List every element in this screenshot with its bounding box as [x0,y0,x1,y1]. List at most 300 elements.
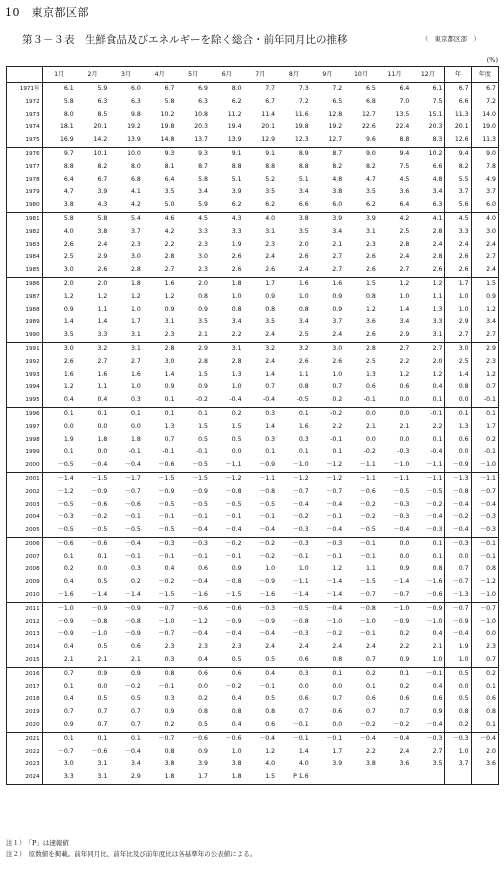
value-cell: 0.1 [131,409,141,417]
value-cell: －0.4 [259,734,276,742]
value-cell: －0.3 [393,500,410,508]
table-row [7,641,499,654]
year-cell: 2019 [7,706,43,719]
value-cell: －0.4 [191,578,208,586]
column-header: 1月 [42,67,76,83]
value-cell: 1.6 [164,279,175,287]
value-cell: 0.1 [399,669,410,677]
year-cell: 1991 [7,342,43,355]
year-cell: 1982 [7,226,43,239]
value-cell: －1.2 [471,576,498,589]
table-row [7,486,499,499]
value-cell: 8.8 [231,162,242,170]
table-row [7,369,499,382]
value-cell: 8.0 [63,110,74,118]
value-cell: －0.4 [292,500,309,508]
value-cell: 3.7 [131,227,141,235]
value-cell: 2.1 [332,240,343,248]
value-cell: 1.9 [231,240,242,248]
value-cell: 6.3 [97,97,108,105]
value-cell: －1.4 [277,589,311,602]
value-cell: －0.4 [124,539,141,547]
value-cell: 3.1 [97,760,108,768]
value-cell: 3.5 [298,227,309,235]
value-cell: 0.9 [198,747,208,755]
value-cell: 2.1 [109,654,143,667]
value-cell: 1.1 [298,370,309,378]
table-row [7,511,499,524]
value-cell: 0.1 [63,552,74,560]
value-cell: -0.1 [195,448,208,456]
value-cell: 16.9 [42,134,76,147]
value-cell: －1.0 [411,616,445,629]
value-cell: －1.1 [344,459,378,472]
value-cell: 12.7 [362,110,376,118]
value-cell: 0.1 [63,734,74,742]
value-cell: －0.2 [292,513,309,521]
value-cell: －1.6 [411,576,445,589]
value-cell: 0.4 [411,381,445,394]
value-cell: 0.6 [131,643,141,651]
value-cell: 2.4 [265,357,276,365]
value-cell: 0.6 [399,383,410,391]
value-cell: －1.3 [445,589,471,602]
value-cell: －0.4 [411,719,445,732]
value-cell: 7.2 [298,97,309,105]
value-cell: 0.3 [298,669,309,677]
value-cell: －0.6 [57,539,74,547]
value-cell: 0.2 [231,409,242,417]
value-cell: 3.1 [265,227,276,235]
value-cell: 2.4 [311,329,345,342]
value-cell: 0.9 [265,292,276,300]
table-row [7,746,499,759]
value-cell: －0.4 [411,511,445,524]
value-cell: 3.9 [332,760,343,768]
value-cell: 0.3 [265,435,276,443]
value-cell: 1.0 [298,292,309,300]
value-cell: －0.4 [259,630,276,638]
value-cell: 3.4 [471,316,498,329]
value-cell: 2.0 [97,279,108,287]
year-cell: 1987 [7,291,43,304]
table-row [7,602,499,615]
section-label: 10 東京都区部 [5,6,89,19]
table-row [7,199,499,212]
value-cell: 0.3 [265,409,276,417]
value-cell: 6.7 [97,175,108,183]
value-cell: 0.6 [411,693,445,706]
value-cell: 1.2 [365,305,376,313]
value-cell: 6.4 [378,199,412,212]
table-row [7,446,499,459]
value-cell: －0.1 [326,552,343,560]
table-row [7,693,499,706]
value-cell: 1.6 [131,370,141,378]
value-cell: 0.0 [445,551,471,564]
value-cell: 2.6 [365,253,376,261]
value-cell: 13.9 [210,134,244,147]
value-cell: 9.3 [164,149,175,157]
value-cell: 2.3 [164,643,175,651]
value-cell: 0.9 [471,291,498,304]
value-cell: －0.4 [326,604,343,612]
value-cell: 0.6 [244,719,278,732]
year-cell: 1989 [7,316,43,329]
value-cell: 3.7 [332,318,343,326]
value-cell: 12.8 [328,110,343,118]
value-cell: 2.3 [198,643,208,651]
value-cell: 0.7 [63,708,74,716]
value-cell: 0.1 [365,682,376,690]
value-cell: －0.3 [259,604,276,612]
value-cell: 10.1 [93,149,108,157]
column-header: 4月 [143,67,177,83]
value-cell: 0.3 [164,695,175,703]
value-cell: －0.5 [57,500,74,508]
value-cell: 0.8 [411,563,445,576]
value-cell: 0.1 [97,734,108,742]
value-cell: 1.7 [265,279,276,287]
value-cell: 3.5 [42,329,76,342]
year-cell: 2008 [7,563,43,576]
value-cell: 1.7 [176,771,210,784]
value-cell: 2.6 [445,264,471,277]
year-cell: 2003 [7,499,43,512]
value-cell: 2.1 [42,654,76,667]
year-cell: 2023 [7,758,43,771]
value-cell: 2.4 [298,643,309,651]
value-cell: －0.3 [445,537,471,550]
value-cell: 0.9 [198,383,208,391]
value-cell: 8.1 [164,162,175,170]
value-cell: 5.2 [265,175,276,183]
value-cell: 2.9 [378,329,412,342]
column-header: 2月 [76,67,110,83]
value-cell: 0.5 [445,667,471,680]
value-cell: 12.7 [311,134,345,147]
value-cell: 3.1 [231,344,242,352]
value-cell: -0.5 [277,394,311,407]
value-cell: 7.2 [332,85,343,92]
value-cell: 2.3 [198,240,208,248]
value-cell: 4.1 [131,188,141,196]
value-cell: 0.0 [131,422,141,430]
value-cell: －0.1 [326,734,343,742]
year-cell: 2021 [7,732,43,745]
value-cell: －0.5 [143,524,177,537]
table-row [7,329,499,342]
value-cell: 2.2 [365,747,376,755]
column-header: 年度 [471,67,498,83]
value-cell: －0.1 [191,552,208,560]
value-cell: －1.5 [210,589,244,602]
value-cell: 5.8 [63,97,74,105]
value-cell: 2.0 [471,746,498,759]
value-cell: 8.2 [365,162,376,170]
value-cell: 1.2 [411,369,445,382]
value-cell: 0.3 [131,565,141,573]
value-cell: 3.0 [42,264,76,277]
value-cell: －0.4 [378,524,412,537]
value-cell: －0.4 [445,524,471,537]
value-cell: 8.8 [63,162,74,170]
value-cell: －1.2 [311,459,345,472]
value-cell: －0.9 [57,617,74,625]
year-cell: 1990 [7,329,43,342]
value-cell: －0.5 [411,486,445,499]
value-cell: －0.6 [225,734,242,742]
value-cell: －0.6 [411,589,445,602]
value-cell: 4.5 [399,175,410,183]
value-cell: 0.2 [399,682,410,690]
value-cell: －1.6 [244,589,278,602]
value-cell: 7.7 [265,85,276,92]
value-cell: 6.7 [265,97,276,105]
value-cell: 20.1 [261,123,276,131]
year-cell: 1981 [7,212,43,225]
value-cell: 0.0 [399,435,410,443]
value-cell: －0.8 [292,617,309,625]
value-cell: 3.2 [97,344,108,352]
value-cell: 2.6 [244,264,278,277]
value-cell: 0.6 [332,708,343,716]
value-cell: －0.1 [471,551,498,564]
value-cell: 0.5 [198,435,208,443]
table-header [7,67,499,83]
value-cell [445,771,471,784]
value-cell: 3.1 [164,318,175,326]
value-cell: 3.0 [445,342,471,355]
value-cell: 2.3 [365,240,376,248]
column-header: 3月 [109,67,143,83]
value-cell: －1.0 [471,616,498,629]
value-cell: 0.0 [399,552,410,560]
value-cell: 1.4 [399,305,410,313]
year-cell: 2007 [7,551,43,564]
value-cell: 2.3 [231,643,242,651]
unit-label: (%) [486,56,498,64]
value-cell: 3.4 [298,188,309,196]
value-cell: 1.2 [332,565,343,573]
table-row [7,134,499,147]
value-cell: 10.0 [127,149,141,157]
value-cell: 0.0 [471,628,498,641]
value-cell: 6.0 [471,199,498,212]
value-cell: 2.8 [365,344,376,352]
value-cell: 3.5 [365,188,376,196]
value-cell: 0.8 [445,706,471,719]
value-cell: －0.2 [259,552,276,560]
value-cell: 2.1 [76,654,110,667]
value-cell: 3.4 [298,318,309,326]
value-cell: －0.9 [124,630,141,638]
value-cell: 2.7 [445,329,471,342]
value-cell: 8.2 [332,162,343,170]
value-cell: 5.8 [63,214,74,222]
value-cell: 13.9 [109,134,143,147]
year-cell: 2020 [7,719,43,732]
value-cell: 0.8 [231,305,242,313]
value-cell: －1.6 [176,589,210,602]
value-cell: 2.7 [131,357,141,365]
value-cell: 1.0 [445,654,471,667]
value-cell: －0.9 [91,604,108,612]
value-cell: 0.0 [231,448,242,456]
value-cell: 3.5 [265,318,276,326]
value-cell: －0.3 [393,513,410,521]
value-cell: 3.6 [399,188,410,196]
value-cell: 8.0 [131,162,141,170]
column-header: 11月 [378,67,412,83]
value-cell: －1.2 [191,617,208,625]
value-cell: 0.9 [411,706,445,719]
value-cell: 19.0 [471,121,498,134]
value-cell: －0.4 [76,459,110,472]
value-cell: －0.7 [471,486,498,499]
value-cell: 0.5 [210,654,244,667]
value-cell: 3.8 [298,214,309,222]
value-cell: 2.1 [399,422,410,430]
value-cell: 1.5 [244,771,278,784]
value-cell: 1.3 [411,304,445,317]
value-cell: 0.1 [63,682,74,690]
column-header: 8月 [277,67,311,83]
table-row [7,109,499,122]
value-cell: 0.0 [365,435,376,443]
value-cell: 13.5 [395,110,410,118]
value-cell: －1.0 [326,617,343,625]
value-cell: 3.7 [445,758,471,771]
value-cell: 2.4 [244,329,278,342]
value-cell: -0.2 [176,394,210,407]
note-1: 注１） 「P」は速報値 [6,839,69,847]
value-cell: －0.8 [225,487,242,495]
value-cell: －0.9 [445,616,471,629]
value-cell: 6.3 [198,97,208,105]
value-cell: 1.4 [63,318,74,326]
year-cell: 2011 [7,602,43,615]
value-cell: 4.6 [164,214,175,222]
value-cell: 0.0 [445,446,471,459]
value-cell: 6.1 [63,85,74,92]
value-cell: －0.5 [225,500,242,508]
value-cell: 2.6 [344,329,378,342]
year-cell: 2022 [7,746,43,759]
value-cell: －0.6 [91,747,108,755]
value-cell: 11.2 [227,110,242,118]
table-row [7,342,499,355]
value-cell: －1.4 [311,589,345,602]
value-cell: 2.8 [399,240,410,248]
table-row [7,212,499,225]
value-cell: 8.8 [378,134,412,147]
value-cell: －1.0 [359,617,376,625]
value-cell: －0.7 [445,602,471,615]
year-cell: 1983 [7,239,43,252]
value-cell: 6.8 [131,175,141,183]
value-cell: －1.1 [210,459,244,472]
table-row [7,628,499,641]
value-cell: 0.0 [298,682,309,690]
value-cell: 0.1 [411,551,445,564]
year-cell: 1978 [7,174,43,187]
value-cell: －1.4 [109,589,143,602]
value-cell: －0.1 [124,513,141,521]
value-cell: 3.4 [131,760,141,768]
value-cell: 3.7 [471,186,498,199]
value-cell: 0.3 [298,435,309,443]
value-cell: －0.3 [326,539,343,547]
value-cell: 6.7 [445,83,471,96]
value-cell: －0.4 [393,734,410,742]
value-cell: 8.2 [97,162,108,170]
value-cell: 1.8 [97,435,108,443]
value-cell: －0.8 [259,487,276,495]
value-cell: 0.5 [97,643,108,651]
year-cell: 2014 [7,641,43,654]
value-cell: －0.7 [57,747,74,755]
value-cell: 9.7 [63,149,74,157]
year-cell: 1985 [7,264,43,277]
value-cell: －0.6 [359,487,376,495]
value-cell: 0.1 [411,537,445,550]
value-cell: 2.7 [332,253,343,261]
value-cell [411,771,445,784]
value-cell: －1.1 [411,472,445,485]
value-cell [471,771,498,784]
value-cell: －0.5 [344,524,378,537]
value-cell: －1.4 [76,589,110,602]
value-cell: 0.9 [332,292,343,300]
value-cell: 3.1 [411,329,445,342]
value-cell: 2.2 [164,240,175,248]
value-cell: 11.4 [261,110,276,118]
value-cell: －0.4 [445,628,471,641]
value-cell: 3.8 [164,760,175,768]
value-cell: －0.3 [411,524,445,537]
value-cell: 2.5 [445,356,471,369]
value-cell: -0.4 [411,446,445,459]
value-cell: －0.5 [292,604,309,612]
value-cell: -0.1 [471,446,498,459]
value-cell: 2.4 [445,239,471,252]
value-cell: 1.2 [63,292,74,300]
value-cell: －0.1 [158,552,175,560]
year-cell: 1973 [7,109,43,122]
table-row [7,121,499,134]
value-cell: 0.6 [471,693,498,706]
year-cell: 1994 [7,381,43,394]
value-cell: 2.7 [143,264,177,277]
value-cell: 0.1 [471,681,498,694]
value-cell: -0.2 [363,448,376,456]
value-cell: －1.6 [42,589,76,602]
value-cell: 3.0 [63,344,74,352]
value-cell: 1.4 [265,370,276,378]
value-cell: －0.3 [411,732,445,745]
data-table [6,66,499,785]
value-cell: 11.3 [445,109,471,122]
value-cell: 4.3 [231,214,242,222]
value-cell: －0.6 [191,604,208,612]
value-cell: －0.3 [471,511,498,524]
value-cell: 1.6 [332,279,343,287]
value-cell: 0.2 [365,669,376,677]
value-cell: 1.8 [131,279,141,287]
value-cell: 2.1 [411,641,445,654]
value-cell: －0.1 [359,539,376,547]
